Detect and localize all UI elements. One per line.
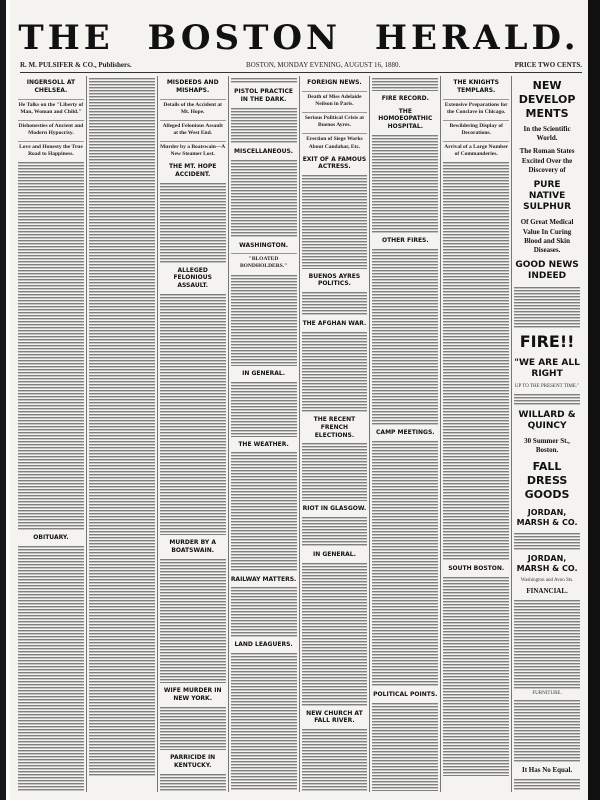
article-body-text xyxy=(160,293,226,535)
article-body-text xyxy=(302,291,368,316)
article-body-text xyxy=(302,174,368,268)
headline: FOREIGN NEWS. xyxy=(307,79,362,86)
headline: SOUTH BOSTON. xyxy=(448,565,505,573)
ad-headline: FALL DRESS GOODS xyxy=(524,460,570,501)
headline: ALLEGED FELONIOUS ASSAULT. xyxy=(173,266,212,290)
ad-headline: GOOD NEWS INDEED xyxy=(515,259,579,282)
headline: MISCELLANEOUS. xyxy=(234,148,294,156)
article-body-text xyxy=(231,381,297,437)
article-body-text xyxy=(372,134,438,233)
article-body-text xyxy=(231,77,297,84)
ad-headline: FIRE!! xyxy=(519,331,575,351)
headline: NEW CHURCH AT FALL RIVER. xyxy=(306,709,363,725)
subheadline: Details of the Accident at Mt. Hope. xyxy=(160,99,226,116)
article-body-text xyxy=(231,586,297,637)
headline: IN GENERAL. xyxy=(313,550,356,558)
headline: THE MT. HOPE ACCIDENT. xyxy=(168,163,217,179)
ad-headline: "WE ARE ALL RIGHT xyxy=(514,357,580,380)
headline: RIOT IN GLASGOW. xyxy=(302,504,367,512)
headline: WIFE MURDER IN NEW YORK. xyxy=(163,687,222,702)
headline: THE WEATHER. xyxy=(238,440,289,448)
article-body-text xyxy=(443,576,509,776)
ad-headline: NEW DEVELOPMENTS xyxy=(518,79,576,120)
article-body-text xyxy=(302,516,368,547)
article-body-text xyxy=(160,706,226,751)
ad-text: UP TO THE PRESENT TIME." xyxy=(514,384,580,390)
ad-text: FURNITURE. xyxy=(532,690,562,696)
subheadline: Extensive Preparations for the Conclave in Chicago. xyxy=(443,99,509,116)
article-body-text xyxy=(514,286,580,328)
article-body-text xyxy=(18,545,84,791)
article-body-text xyxy=(514,778,580,791)
article-body-text xyxy=(231,159,297,238)
ad-subheading: It Has No Equal. xyxy=(521,766,573,775)
article-body-text xyxy=(160,182,226,263)
headline: LAND LEAGUERS. xyxy=(234,641,293,649)
column-5 xyxy=(300,76,371,792)
subheadline: Erection of Siege Works About Candahar, Etc. xyxy=(302,133,368,150)
price: PRICE TWO CENTS. xyxy=(514,61,582,69)
headline: THE HOMOEOPATHIC HOSPITAL. xyxy=(378,107,433,131)
headline: MISDEEDS AND MISHAPS. xyxy=(166,79,219,94)
article-body-text xyxy=(302,331,368,412)
headline: FIRE RECORD. xyxy=(381,94,429,102)
column-4 xyxy=(229,76,300,792)
masthead-title: THE BOSTON HERALD. xyxy=(18,18,580,58)
article-body-text xyxy=(231,274,297,367)
subheadline: Murder by a Boatswain—A New Steamer Lost. xyxy=(160,141,226,158)
headline: MURDER BY A BOATSWAIN. xyxy=(169,539,216,554)
subheadline: Alleged Felonious Assault at the West End. xyxy=(160,120,226,137)
ad-subheading: Of Great Medical Value In Curing Blood and Skin Diseases. xyxy=(520,218,574,254)
subheadline: "BLOATED BONDHOLDERS." xyxy=(231,253,297,270)
article-body-text xyxy=(372,248,438,426)
headline: RAILWAY MATTERS. xyxy=(230,575,297,583)
article-body-text xyxy=(372,702,438,791)
article-body-text xyxy=(372,440,438,687)
article-body-text xyxy=(231,107,297,144)
headline: POLITICAL POINTS. xyxy=(373,691,438,699)
ad-text: Washington and Avon Sts. xyxy=(520,577,574,583)
column-6 xyxy=(370,76,441,792)
article-body-text xyxy=(514,393,580,406)
dateline xyxy=(20,60,582,73)
article-body-text xyxy=(160,558,226,683)
headline: IN GENERAL. xyxy=(242,370,285,378)
article-body-text xyxy=(514,599,580,689)
article-body-text xyxy=(160,773,226,791)
column-3 xyxy=(158,76,229,792)
headline: THE KNIGHTS TEMPLARS. xyxy=(453,79,499,94)
headline: OBITUARY. xyxy=(33,534,69,542)
columns xyxy=(16,76,582,792)
article-body-text xyxy=(514,699,580,763)
headline: CAMP MEETINGS. xyxy=(376,429,435,437)
ad-headline: JORDAN, MARSH & CO. xyxy=(516,507,578,527)
ad-subheading: 30 Summer St., Boston. xyxy=(524,437,570,455)
article-body-text xyxy=(231,652,297,791)
ad-headline: WILLARD & QUINCY xyxy=(518,409,576,431)
publisher: R. M. PULSIFER & CO., Publishers. xyxy=(20,61,132,69)
subheadline: Serious Political Crisis at Buenos Ayres. xyxy=(302,112,368,129)
headline: EXIT OF A FAMOUS ACTRESS. xyxy=(302,155,367,171)
article-body-text xyxy=(514,532,580,550)
column-8 xyxy=(512,76,582,792)
article-body-text xyxy=(302,728,368,791)
subheadline: Love and Honesty the True Road to Happiness. xyxy=(18,141,84,158)
subheadline: Dishonesties of Ancient and Modern Hypocrisy. xyxy=(18,120,84,137)
subheadline: Arrival of a Large Number of Commanderies. xyxy=(443,141,509,158)
headline: THE AFGHAN WAR. xyxy=(302,320,367,328)
article-body-text xyxy=(302,442,368,500)
ad-subheading: FINANCIAL. xyxy=(526,587,568,596)
article-body-text xyxy=(372,77,438,91)
article-body-text xyxy=(302,562,368,706)
article-body-text xyxy=(231,451,297,571)
newspaper-page xyxy=(10,0,588,800)
ad-subheading: The Roman States Excited Over the Discovery of xyxy=(519,147,575,174)
ad-subheading: In the Scientific World. xyxy=(523,125,571,143)
issue-date: BOSTON, MONDAY EVENING, AUGUST 16, 1880. xyxy=(246,61,401,69)
headline: OTHER FIRES. xyxy=(381,236,429,244)
ad-headline: PURE NATIVE SULPHUR xyxy=(523,179,572,213)
headline: INGERSOLL AT CHELSEA. xyxy=(26,79,76,94)
article-body-text xyxy=(443,161,509,561)
headline: PARRICIDE IN KENTUCKY. xyxy=(170,754,216,770)
headline: BUENOS AYRES POLITICS. xyxy=(308,272,361,288)
headline: THE RECENT FRENCH ELECTIONS. xyxy=(313,415,356,439)
subheadline: He Talks on the "Liberty of Man, Woman and Child." xyxy=(18,99,84,116)
column-1 xyxy=(16,76,87,792)
subheadline: Death of Miss Adelaide Neilson in Paris. xyxy=(302,91,368,108)
column-7 xyxy=(441,76,512,792)
page-edge xyxy=(0,0,10,800)
headline: PISTOL PRACTICE IN THE DARK. xyxy=(234,88,294,104)
subheadline: Bewildering Display of Decorations. xyxy=(443,120,509,137)
column-2 xyxy=(87,76,158,792)
article-body-text xyxy=(18,161,84,530)
headline: WASHINGTON. xyxy=(239,241,289,249)
ad-headline: JORDAN, MARSH & CO. xyxy=(516,553,578,573)
article-body-text xyxy=(89,77,155,777)
